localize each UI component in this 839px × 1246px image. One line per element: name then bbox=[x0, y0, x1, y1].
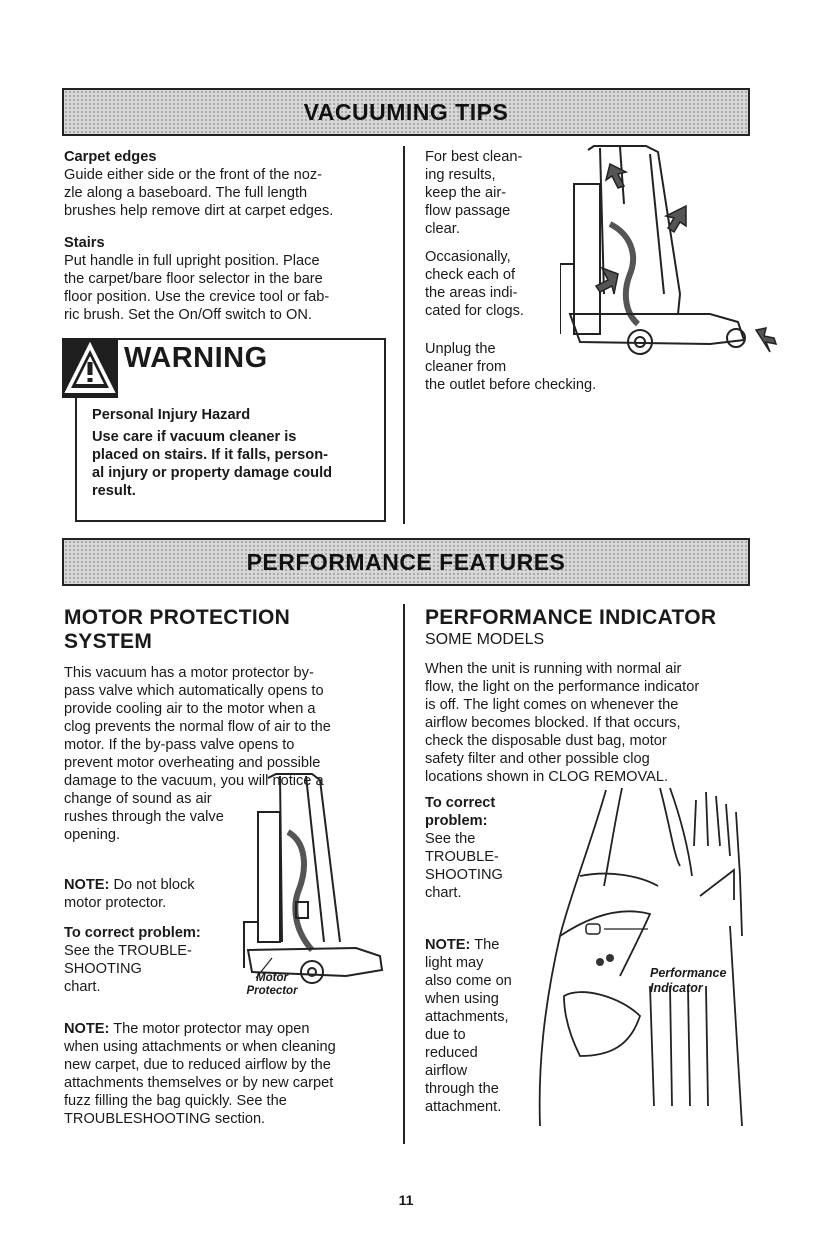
motor-body-line: clog prevents the normal flow of air to the bbox=[64, 719, 331, 735]
occasionally-line: cated for clogs. bbox=[425, 303, 524, 319]
motor-body-line: opening. bbox=[64, 827, 120, 843]
performance-indicator-illustration bbox=[520, 786, 760, 1132]
indicator-note-line: reduced bbox=[425, 1045, 478, 1061]
performance-indicator-label bbox=[650, 966, 726, 996]
unplug-line: Unplug the bbox=[425, 341, 496, 357]
motor-body-line: provide cooling air to the motor when a bbox=[64, 701, 316, 717]
vacuuming-tips-banner bbox=[62, 88, 750, 136]
occasionally-text bbox=[425, 248, 575, 320]
motor-correct-line: chart. bbox=[64, 979, 101, 995]
warning-triangle-icon bbox=[62, 338, 118, 398]
motor-protector-label-line: Motor bbox=[256, 972, 288, 984]
warning-hazard: Personal Injury Hazard bbox=[92, 407, 251, 423]
warning-title: WARNING bbox=[124, 342, 268, 374]
motor-correct-line: See the TROUBLE- bbox=[64, 943, 192, 959]
performance-indicator-label-line: Performance bbox=[650, 966, 727, 980]
indicator-note-label: NOTE: bbox=[425, 937, 471, 953]
motor-correct-heading: To correct problem: bbox=[64, 925, 201, 941]
best-cleaning-line: flow passage bbox=[425, 203, 511, 219]
indicator-body-line: is off. The light comes on whenever the bbox=[425, 697, 679, 713]
motor-body-line: motor. If the by-pass valve opens to bbox=[64, 737, 295, 753]
warning-header-block bbox=[62, 338, 118, 398]
carpet-edges-line: Guide either side or the front of the noz- bbox=[64, 167, 322, 183]
carpet-edges-heading: Carpet edges bbox=[64, 149, 157, 165]
indicator-body-line: check the disposable dust bag, motor bbox=[425, 733, 667, 749]
stairs-line: floor position. Use the crevice tool or fab- bbox=[64, 289, 330, 305]
best-cleaning-line: clear. bbox=[425, 221, 460, 237]
indicator-correct-heading: problem: bbox=[425, 813, 488, 829]
stairs-heading: Stairs bbox=[64, 235, 105, 251]
occasionally-line: check each of bbox=[425, 267, 516, 283]
stairs-line: ric brush. Set the On/Off switch to ON. bbox=[64, 307, 312, 323]
indicator-note-line: attachments, bbox=[425, 1009, 509, 1025]
indicator-note-line: The bbox=[470, 937, 500, 953]
indicator-body-line: safety filter and other possible clog bbox=[425, 751, 650, 767]
motor-correct-line: SHOOTING bbox=[64, 961, 142, 977]
indicator-note-line: also come on bbox=[425, 973, 512, 989]
indicator-correct-heading: To correct bbox=[425, 795, 496, 811]
motor-note2-label: NOTE: bbox=[64, 1021, 110, 1037]
indicator-body-line: locations shown in CLOG REMOVAL. bbox=[425, 769, 669, 785]
stairs-section bbox=[64, 234, 394, 324]
indicator-correct-line: chart. bbox=[425, 885, 462, 901]
motor-note2-line: new carpet, due to reduced airflow by the bbox=[64, 1057, 331, 1073]
motor-note-line: Do not block bbox=[109, 877, 195, 893]
carpet-edges-section bbox=[64, 148, 394, 220]
motor-body-line: prevent motor overheating and possible bbox=[64, 755, 321, 771]
performance-indicator-body bbox=[425, 660, 785, 786]
best-cleaning-line: For best clean- bbox=[425, 149, 523, 165]
performance-indicator-label-line: Indicator bbox=[650, 981, 703, 995]
motor-body-line: change of sound as air bbox=[64, 791, 212, 807]
warning-line: placed on stairs. If it falls, person- bbox=[92, 447, 328, 463]
warning-line: Use care if vacuum cleaner is bbox=[92, 429, 297, 445]
page-number: 11 bbox=[398, 1192, 414, 1208]
motor-note2-line: attachments themselves or by new carpet bbox=[64, 1075, 334, 1091]
occasionally-line: Occasionally, bbox=[425, 249, 511, 265]
motor-protector-label-line: Protector bbox=[246, 985, 298, 997]
carpet-edges-line: brushes help remove dirt at carpet edges. bbox=[64, 203, 334, 219]
occasionally-line: the areas indi- bbox=[425, 285, 518, 301]
warning-line: result. bbox=[92, 483, 136, 499]
indicator-body-line: flow, the light on the performance indicator bbox=[425, 679, 700, 695]
unplug-line: the outlet before checking. bbox=[425, 377, 597, 393]
motor-body-line: damage to the vacuum, you will notice a bbox=[64, 773, 324, 789]
unplug-line: cleaner from bbox=[425, 359, 507, 375]
motor-note2-line: when using attachments or when cleaning bbox=[64, 1039, 336, 1055]
indicator-body-line: When the unit is running with normal air bbox=[425, 661, 682, 677]
motor-correct-problem bbox=[64, 924, 244, 996]
warning-text bbox=[92, 406, 382, 500]
motor-body-line: pass valve which automatically opens to bbox=[64, 683, 324, 699]
indicator-note-line: due to bbox=[425, 1027, 466, 1043]
indicator-note-line: attachment. bbox=[425, 1099, 502, 1115]
column-divider bbox=[403, 604, 405, 1144]
best-cleaning-line: ing results, bbox=[425, 167, 496, 183]
stairs-line: the carpet/bare floor selector in the bare bbox=[64, 271, 323, 287]
motor-body-line: rushes through the valve bbox=[64, 809, 224, 825]
motor-protector-label bbox=[242, 972, 302, 998]
motor-note-line: motor protector. bbox=[64, 895, 167, 911]
indicator-note-line: light may bbox=[425, 955, 484, 971]
warning-line: al injury or property damage could bbox=[92, 465, 333, 481]
motor-body-line: This vacuum has a motor protector by- bbox=[64, 665, 314, 681]
motor-note2-line: TROUBLESHOOTING section. bbox=[64, 1111, 266, 1127]
vacuuming-tips-title: VACUUMING TIPS bbox=[303, 98, 509, 125]
motor-note-label: NOTE: bbox=[64, 877, 110, 893]
indicator-body-line: airflow becomes blocked. If that occurs, bbox=[425, 715, 681, 731]
motor-protection-title bbox=[64, 606, 394, 654]
indicator-correct-line: TROUBLE- bbox=[425, 849, 499, 865]
performance-indicator-heading bbox=[425, 606, 785, 650]
motor-note bbox=[64, 876, 244, 912]
motor-protection-title-line: SYSTEM bbox=[64, 630, 153, 653]
motor-note2-line: fuzz filling the bag quickly. See the bbox=[64, 1093, 287, 1109]
indicator-correct-line: See the bbox=[425, 831, 476, 847]
indicator-note-line: airflow bbox=[425, 1063, 468, 1079]
performance-indicator-subtitle: SOME MODELS bbox=[425, 631, 545, 648]
performance-features-title: PERFORMANCE FEATURES bbox=[246, 548, 566, 575]
vacuum-clog-areas-illustration bbox=[560, 144, 790, 362]
performance-indicator-title: PERFORMANCE INDICATOR bbox=[425, 606, 717, 629]
indicator-note-line: when using bbox=[425, 991, 499, 1007]
performance-features-banner bbox=[62, 538, 750, 586]
motor-note2-line: The motor protector may open bbox=[109, 1021, 310, 1037]
stairs-line: Put handle in full upright position. Place bbox=[64, 253, 320, 269]
column-divider bbox=[403, 146, 405, 524]
indicator-correct-line: SHOOTING bbox=[425, 867, 503, 883]
best-cleaning-line: keep the air- bbox=[425, 185, 507, 201]
motor-note-2 bbox=[64, 1020, 399, 1128]
motor-protection-title-line: MOTOR PROTECTION bbox=[64, 606, 291, 629]
indicator-note-line: through the bbox=[425, 1081, 499, 1097]
best-cleaning-text bbox=[425, 148, 575, 238]
carpet-edges-line: zle along a baseboard. The full length bbox=[64, 185, 308, 201]
